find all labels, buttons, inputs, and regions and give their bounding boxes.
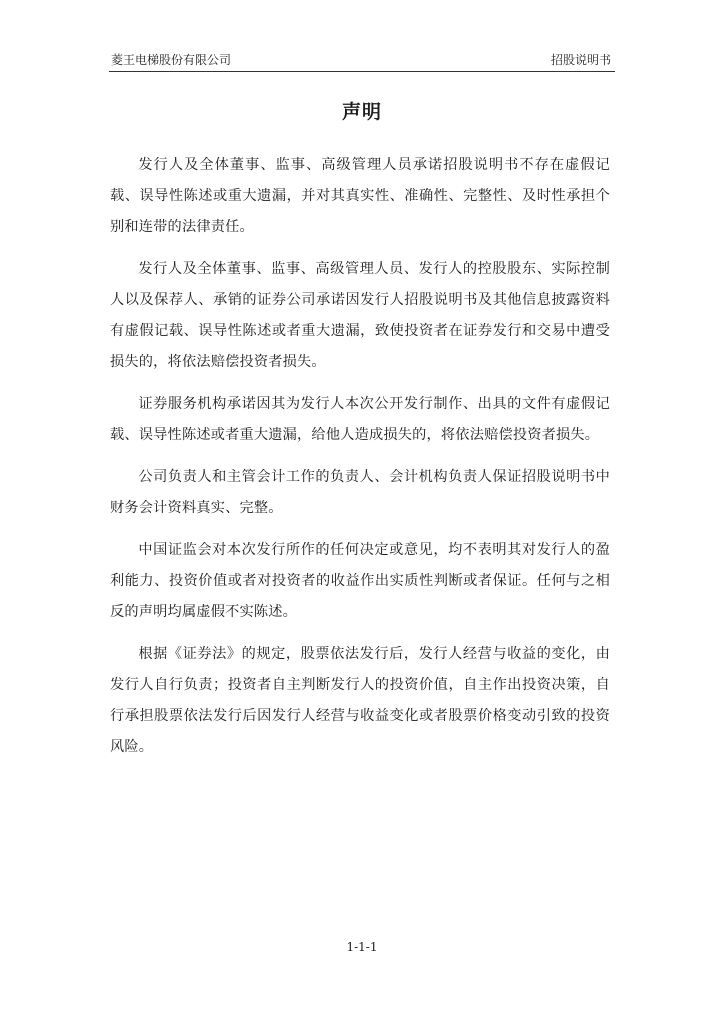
- header-document-name: 招股说明书: [550, 53, 611, 67]
- page-title: 声明: [341, 101, 382, 123]
- paragraph-securities-law: 根据《证券法》的规定，股票依法发行后，发行人经营与收益的变化，由发行人自行负责；投资者自主判断发行人的投资价值，自主作出投资决策，自行承担股票依法发行后因发行人经营与收益变化或者股票价格变动引致的投资风险。: [110, 646, 610, 755]
- paragraph-financial-guarantee: 公司负责人和主管会计工作的负责人、会计机构负责人保证招股说明书中财务会计资料真实、完整。: [110, 469, 610, 516]
- header-divider: [109, 71, 615, 72]
- paragraph-issuer-commitment: 发行人及全体董事、监事、高级管理人员承诺招股说明书不存在虚假记载、误导性陈述或重大遗漏，并对其真实性、准确性、完整性、及时性承担个别和连带的法律责任。: [110, 157, 610, 235]
- page-header: [109, 50, 615, 70]
- paragraph-service-institutions: 证券服务机构承诺因其为发行人本次公开发行制作、出具的文件有虚假记载、误导性陈述或者重大遗漏，给他人造成损失的，将依法赔偿投资者损失。: [110, 396, 610, 443]
- page-number: 1-1-1: [346, 940, 378, 954]
- paragraph-compensation-commitment: 发行人及全体董事、监事、高级管理人员、发行人的控股股东、实际控制人以及保荐人、承销的证券公司承诺因发行人招股说明书及其他信息披露资料有虚假记载、误导性陈述或者重大遗漏，致使投资者在证券发行和交易中遭受损失的，将依法赔偿投资者损失。: [110, 261, 610, 370]
- statement-body: [110, 150, 610, 774]
- paragraph-csrc-disclaimer: 中国证监会对本次发行所作的任何决定或意见，均不表明其对发行人的盈利能力、投资价值或者对投资者的收益作出实质性判断或者保证。任何与之相反的声明均属虚假不实陈述。: [110, 542, 610, 620]
- header-company-name: 菱王电梯股份有限公司: [111, 53, 232, 67]
